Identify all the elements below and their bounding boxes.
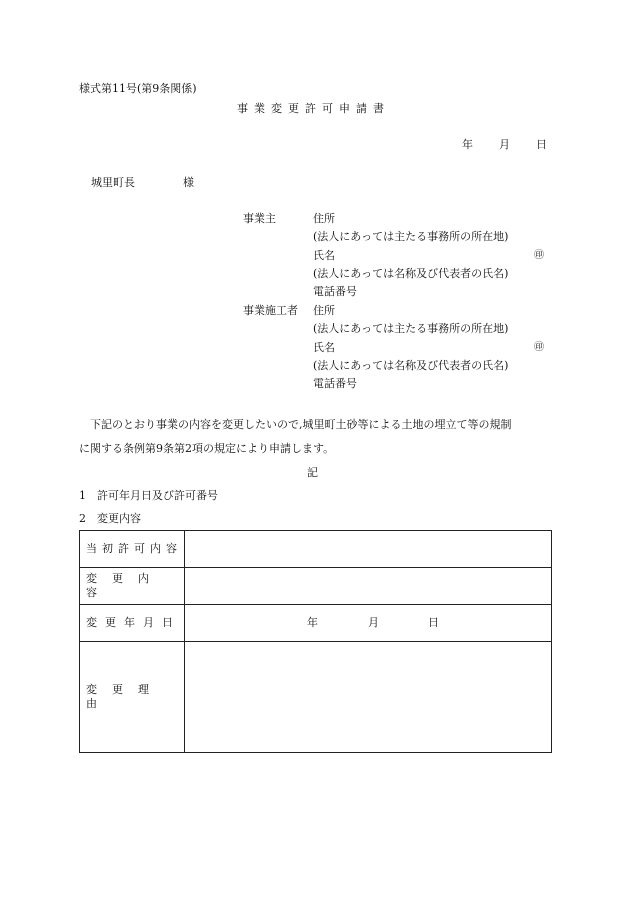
applicant-name-note: (法人にあっては名称及び代表者の氏名)	[313, 267, 509, 280]
date-year: 年	[462, 138, 473, 151]
contractor-address-note: (法人にあっては主たる事務所の所在地)	[313, 322, 509, 335]
table-row-change-date	[80, 605, 552, 642]
change-reason-label: 変更理由	[80, 642, 185, 753]
form-number: 様式第11号(第9条関係)	[79, 82, 197, 95]
change-date-year: 年	[307, 616, 318, 629]
table-row-original-permit	[80, 531, 552, 568]
body-text-line-2: に関する条例第9条第2項の規定により申請します。	[79, 442, 335, 455]
body-text-line-1: 下記のとおり事業の内容を変更したいので,城里町土砂等による土地の埋立て等の規制	[90, 418, 512, 431]
contractor-seal-mark: ㊞	[534, 342, 544, 353]
contractor-role-label: 事業施工者	[243, 304, 298, 317]
change-date-label: 変更年月日	[80, 605, 185, 642]
date-day: 日	[536, 138, 547, 151]
date-month: 月	[499, 138, 510, 151]
original-permit-label: 当初許可内容	[80, 531, 185, 568]
applicant-phone-label: 電話番号	[313, 285, 357, 298]
item-2-change-contents: 2 変更内容	[79, 512, 141, 525]
change-date-day: 日	[428, 616, 439, 629]
contractor-name-label: 氏名	[313, 341, 335, 354]
change-content-field[interactable]	[185, 568, 552, 605]
applicant-address-note: (法人にあっては主たる事務所の所在地)	[313, 230, 509, 243]
change-content-label: 変更内容	[80, 568, 185, 605]
contractor-phone-label: 電話番号	[313, 377, 357, 390]
document-title: 事業変更許可申請書	[237, 102, 390, 115]
ki-heading: 記	[307, 466, 318, 479]
applicant-role-label: 事業主	[243, 212, 276, 225]
item-1-permit-date-number: 1 許可年月日及び許可番号	[79, 489, 218, 502]
applicant-seal-mark: ㊞	[534, 250, 544, 261]
addressee-honorific: 様	[183, 176, 194, 189]
table-row-change-reason	[80, 642, 552, 753]
change-date-field[interactable]	[185, 605, 552, 642]
change-contents-table	[79, 530, 552, 753]
table-row-change-content	[80, 568, 552, 605]
addressee-name: 城里町長	[91, 176, 135, 189]
change-reason-field[interactable]	[185, 642, 552, 753]
applicant-address-label: 住所	[313, 212, 335, 225]
change-date-month: 月	[368, 616, 379, 629]
original-permit-field[interactable]	[185, 531, 552, 568]
contractor-name-note: (法人にあっては名称及び代表者の氏名)	[313, 359, 509, 372]
contractor-address-label: 住所	[313, 304, 335, 317]
applicant-name-label: 氏名	[313, 249, 335, 262]
